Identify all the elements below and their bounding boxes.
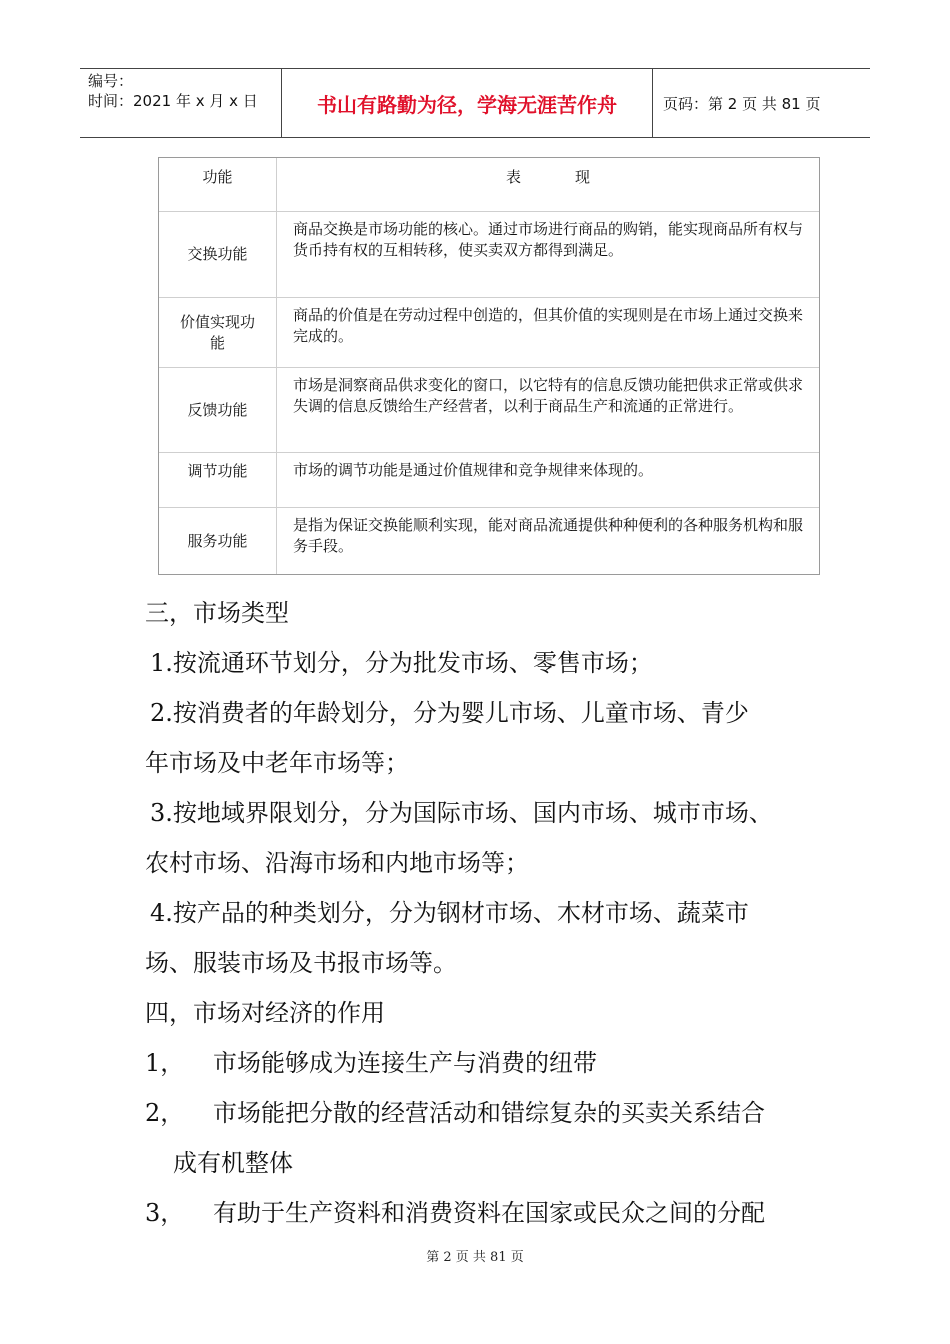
function-name: 调节功能 — [159, 453, 277, 507]
list-item — [145, 1088, 845, 1138]
list-item-text: 市场能够成为连接生产与消费的纽带 — [213, 1049, 597, 1077]
list-item: 3.按地域界限划分，分为国际市场、国内市场、城市市场、 — [150, 799, 773, 827]
table-header-row — [159, 158, 819, 211]
function-description: 商品的价值是在劳动过程中创造的，但其价值的实现则是在市场上通过交换来完成的。 — [293, 306, 804, 345]
table-row — [159, 211, 819, 297]
list-item: 2.按消费者的年龄划分，分为婴儿市场、儿童市场、青少 — [150, 699, 749, 727]
table-row — [159, 507, 819, 574]
header-motto: 书山有路勤为径，学海无涯苦作舟 — [282, 69, 653, 137]
market-functions-table — [158, 157, 820, 575]
function-name-line2: 能 — [209, 333, 225, 352]
list-item — [145, 1188, 845, 1238]
doc-code-label: 编号： — [88, 72, 134, 90]
document-body — [145, 588, 845, 1238]
page-footer: 第 2 页 共 81 页 — [426, 1250, 524, 1265]
list-item: 1.按流通环节划分，分为批发市场、零售市场； — [150, 649, 653, 677]
function-name — [159, 298, 277, 367]
table-row — [159, 452, 819, 507]
function-description: 是指为保证交换能顺利实现，能对商品流通提供种种便利的各种服务机构和服务手段。 — [293, 516, 804, 555]
list-item-text: 有助于生产资料和消费资料在国家或民众之间的分配 — [213, 1199, 765, 1227]
function-description: 市场的调节功能是通过价值规律和竞争规律来体现的。 — [293, 461, 654, 479]
table-header-perf-char1: 表 — [505, 168, 521, 186]
list-item-text: 市场能把分散的经营活动和错综复杂的买卖关系结合 — [213, 1099, 765, 1127]
function-description: 市场是洞察商品供求变化的窗口，以它特有的信息反馈功能把供求正常或供求失调的信息反馈给生产经营者，以利于商品生产和流通的正常进行。 — [293, 376, 804, 415]
table-row — [159, 367, 819, 452]
list-item-continuation: 农村市场、沿海市场和内地市场等； — [145, 849, 529, 877]
table-header-performance — [277, 158, 819, 211]
list-item-continuation: 年市场及中老年市场等； — [145, 749, 409, 777]
section-heading-market-types: 三，市场类型 — [145, 599, 289, 627]
function-name: 交换功能 — [159, 212, 277, 297]
list-item-number: 1， — [145, 1049, 185, 1077]
function-name-line1: 价值实现功 — [179, 312, 255, 331]
function-name: 反馈功能 — [159, 368, 277, 452]
list-item-continuation: 场、服装市场及书报市场等。 — [145, 949, 457, 977]
function-description: 商品交换是市场功能的核心。通过市场进行商品的购销，能实现商品所有权与货币持有权的互相转移，使买卖双方都得到满足。 — [293, 220, 804, 259]
header-page-info: 页码：第 2 页 共 81 页 — [663, 94, 821, 113]
section-heading-market-role: 四，市场对经济的作用 — [145, 999, 385, 1027]
table-row — [159, 297, 819, 367]
list-item-continuation: 成有机整体 — [173, 1149, 293, 1177]
list-item-number: 3， — [145, 1199, 185, 1227]
function-name: 服务功能 — [159, 508, 277, 574]
list-item-number: 2， — [145, 1099, 185, 1127]
list-item — [145, 1038, 845, 1088]
page-header — [80, 68, 870, 138]
table-header-function: 功能 — [159, 158, 277, 211]
list-item: 4.按产品的种类划分，分为钢材市场、木材市场、蔬菜市 — [150, 899, 749, 927]
header-meta — [80, 69, 282, 137]
doc-time-label: 时间：2021 年 x 月 x 日 — [88, 92, 258, 110]
table-header-perf-char2: 现 — [575, 168, 591, 186]
